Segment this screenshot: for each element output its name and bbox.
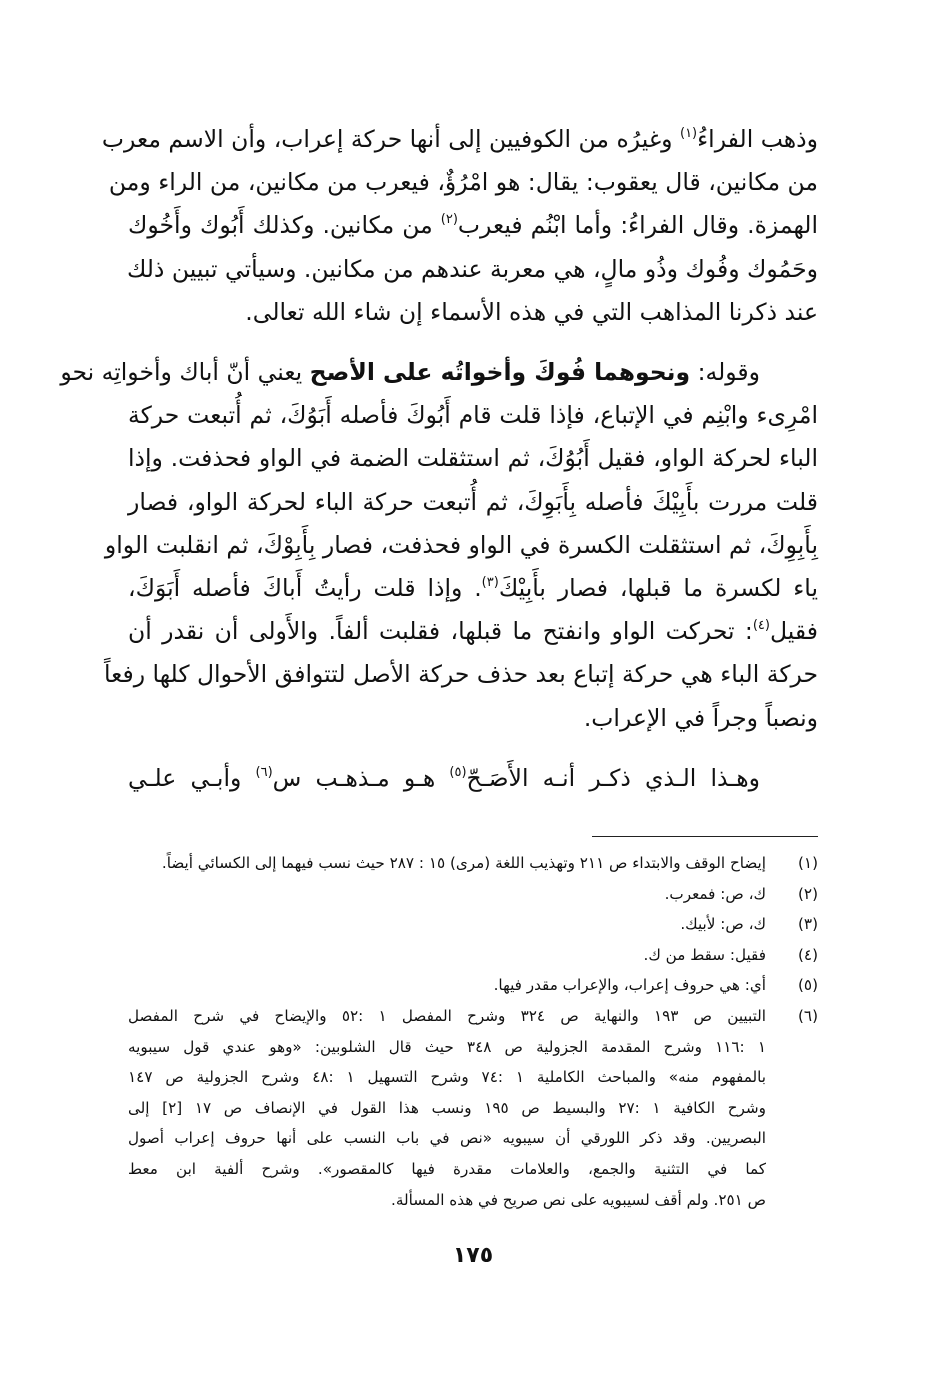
footnote-6 (128, 1001, 818, 1215)
text-span: فقيل (769, 617, 818, 646)
footnote-3 (128, 909, 818, 940)
paragraph-3 (128, 757, 818, 800)
footnote-text: إيضاح الوقف والابتداء ص ٢١١ وتهذيب اللغة (مرى) ١٥ : ٢٨٧ حيث نسب فيهما إلى الكسائي أيضاً. (161, 854, 766, 872)
text-line: بِأَبِوِكَ، ثم استثقلت الكسرة في الواو فحذفت، فصار بِأَبِوْكَ، ثم انقلبت الواو (104, 530, 818, 559)
footnote-number: (٣) (797, 915, 818, 934)
text-line: عند ذكرنا المذاهب التي في هذه الأسماء إن شاء الله تعالى. (245, 297, 818, 326)
text-line: قلت مررت بأَبِيْكَ فأصله بِأَبَوِكَ، ثم أُتبعت حركة الباء لحركة الواو، فصار (128, 487, 818, 516)
text-line (128, 757, 818, 800)
footnote-1 (128, 848, 818, 879)
text-span: وغيرُه من الكوفيين إلى أنها حركة إعراب، وأن الاسم معرب (101, 125, 680, 153)
text-span: هـو مـذهـب س (272, 763, 450, 792)
footnote-ref: (٣) (481, 575, 499, 591)
footnote-5 (128, 970, 818, 1001)
footnote-text: ١ :١١٦ وشرح المقدمة الجزولية ص ٣٤٨ حيث قال الشلوبين: «وهو عندي قول سيبويه (128, 1037, 766, 1056)
quoted-matn: ونحوهما فُوكَ وأخواتُه على الأصح (309, 358, 691, 387)
footnote-ref: (٥) (449, 764, 467, 780)
text-span: وذهب الفراءُ (697, 125, 818, 153)
book-page (60, 118, 819, 1298)
text-line: حركة الباء هي حركة إتباع بعد حذف حركة الأصل لتتوافق الأحوال كلها رفعاً (104, 660, 818, 689)
footnote-separator (592, 836, 818, 837)
footnote-ref: (٦) (255, 764, 273, 780)
footnote-text: أي: هي حروف إعراب، والإعراب مقدر فيها. (493, 976, 766, 995)
text-span: يعني أنّ أباك وأخواتِه نحو (60, 358, 310, 387)
footnote-number: (٥) (797, 976, 818, 995)
paragraph-1 (101, 118, 818, 334)
text-span: . وإذا قلت رأيتُ أَباكَ فأصله أَبَوَكَ، (128, 574, 482, 603)
text-line (128, 204, 818, 247)
paragraph-2 (60, 351, 819, 740)
text-span: ياء لكسرة ما قبلها، فصار بأَبِيْكَ (498, 574, 819, 603)
footnote-text: بالمفهوم منه» والمباحث الكاملية ١ :٧٤ وشرح التسهيل ١ :٤٨ وشرح الجزولية ص ١٤٧ (128, 1068, 766, 1087)
footnote-number: (٤) (797, 945, 818, 964)
footnotes (128, 848, 818, 1215)
footnote-2 (128, 879, 818, 910)
text-span: وأبـي علـي (128, 763, 256, 792)
text-line: ونصباً وجراً في الإعراب. (583, 703, 818, 732)
text-span: : تحركت الواو وانفتح ما قبلها، فقلبت ألفاً. والأَولى أن نقدر أن (128, 617, 753, 646)
text-span: الهمزة. وقال الفراءُ: وأما ابْنُم فيعرب (457, 211, 818, 240)
footnote-text: البصريين. وقد ذكر اللورقي أن سيبويه «نص في باب النسب على أنها حروف إعراب أصول (128, 1129, 766, 1148)
footnote-text: التبيين ص ١٩٣ والنهاية ص ٣٢٤ وشرح المفصل ١ :٥٢ والإيضاح في شرح المفصل (128, 1006, 766, 1025)
text-line: الباء لحركة الواو، فقيل أَبُوُكَ، ثم استثقلت الضمة في الواو فحذفت. وإذا (128, 444, 818, 473)
footnote-text: ص ٢٥١. ولم أقف لسيبويه على نص صريح في هذه المسألة. (391, 1190, 766, 1209)
footnote-4 (128, 940, 818, 971)
footnote-number: (٦) (797, 1006, 818, 1025)
text-line: امْرِىء وابْنِم في الإتباع، فإذا قلت قام أَبُوكَ فأصله أَبَوُكَ، ثم أُتبعت حركة (128, 401, 818, 430)
footnote-text: فقيل: سقط من ك. (643, 945, 766, 964)
main-text (60, 118, 819, 800)
footnote-number: (١) (797, 854, 818, 872)
page-number: ١٧٥ (452, 1243, 494, 1268)
footnote-number: (٢) (797, 884, 818, 903)
text-line: من مكانين، قال يعقوب: يقال: هو امْرُؤٌ، فيعرب من مكانين، من الراء ومن (108, 168, 818, 197)
footnote-text: ك، ص: لأبيك. (680, 915, 766, 934)
text-span: وهـذا الـذي ذكـر أنـه الأَصَـحّ (466, 763, 760, 792)
text-line (128, 567, 818, 610)
text-line (128, 610, 818, 653)
footnote-ref: (١) (679, 126, 698, 141)
text-span: من مكانين. وكذلك أَبُوك وأَخُوك (128, 211, 441, 240)
text-line (101, 118, 818, 161)
footnote-text: كما في التثنية والجمع، والعلامات مقدرة فيها كالمقصور». وشرح ألفية ابن معط (128, 1159, 766, 1178)
footnote-ref: (٤) (752, 618, 770, 634)
footnote-text: ك، ص: فمعرب. (664, 884, 766, 903)
text-line (60, 351, 818, 394)
text-line: وحَمُوك وفُوك وذُو مالٍ، هي معربة عندهم من مكانين. وسيأتي تبيين ذلك (126, 254, 818, 283)
footnote-ref: (٢) (440, 212, 458, 228)
text-span: وقوله: (690, 358, 760, 387)
footnote-text: وشرح الكافية ١ :٢٧ والبسيط ص ١٩٥ ونسب هذا القول في الإنصاف ص ١٧ [٢] إلى (128, 1098, 766, 1117)
